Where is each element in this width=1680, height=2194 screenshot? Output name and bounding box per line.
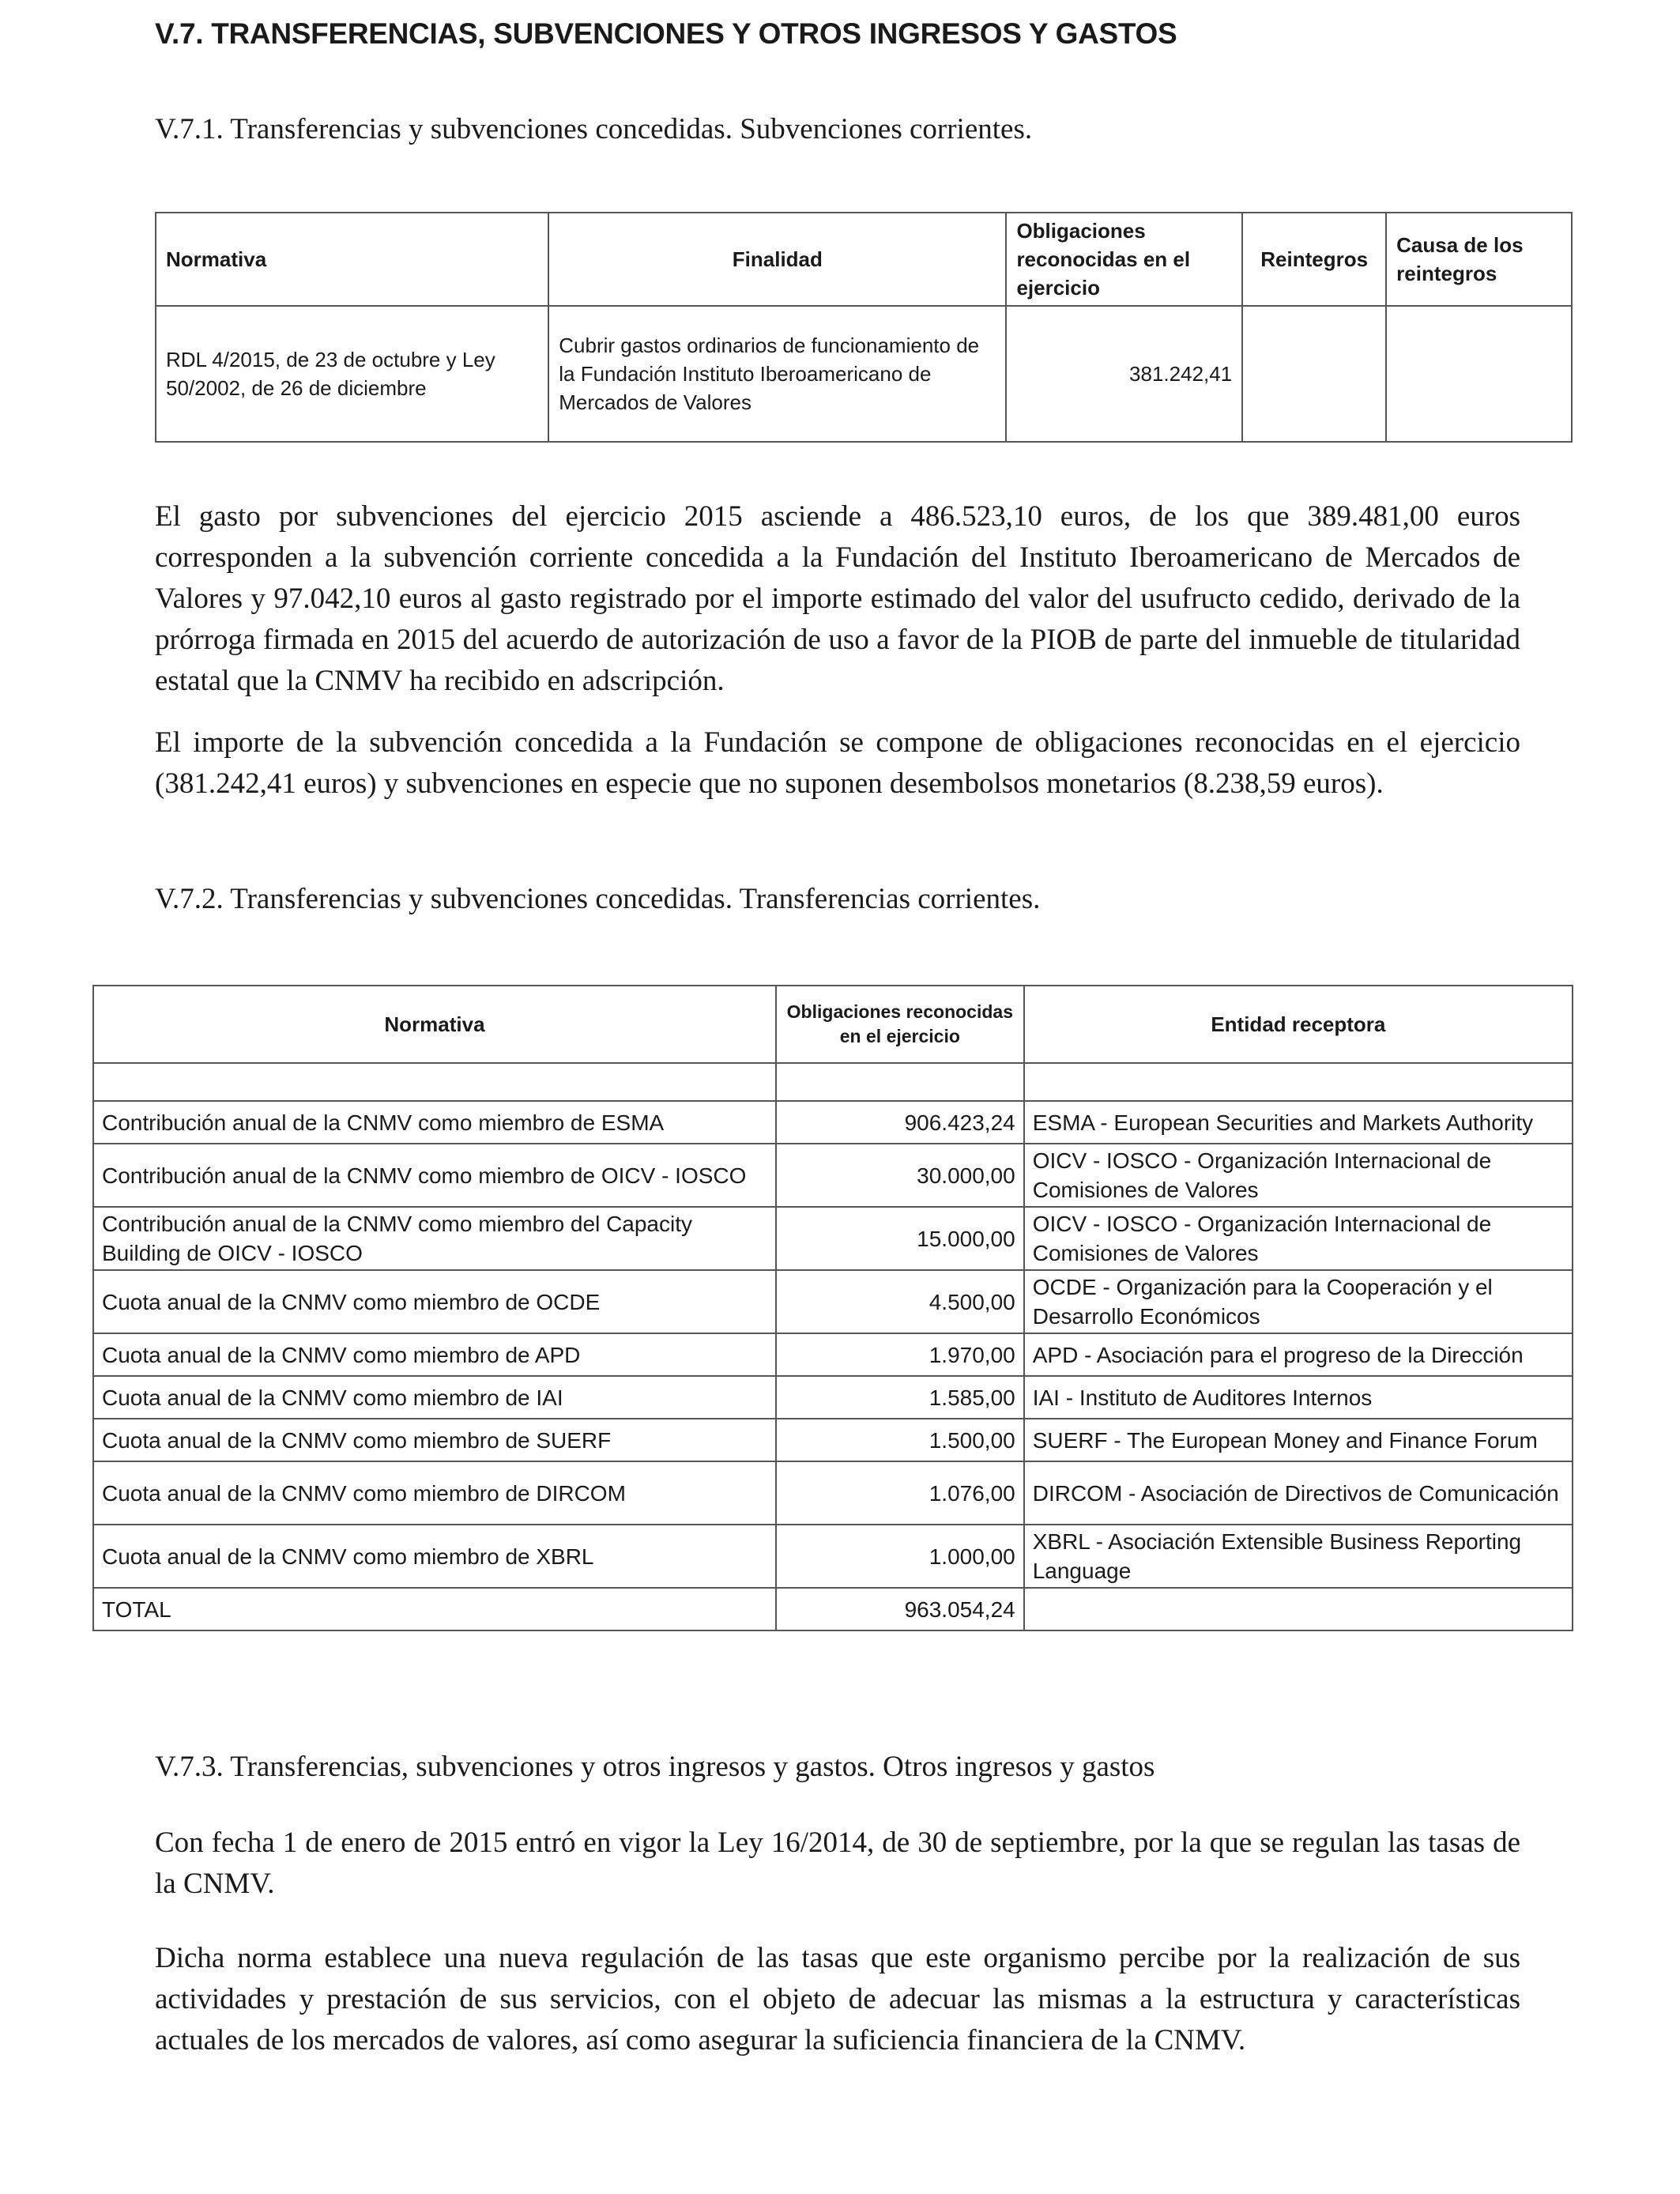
subsection-heading-v73: V.7.3. Transferencias, subvenciones y otros ingresos y gastos. Otros ingresos y gastos [155, 1751, 1155, 1783]
paragraph-importe-subvencion: El importe de la subvención concedida a la Fundación se compone de obligaciones reconocidas en el ejercicio (381.242,41 euros) y subvenciones en especie que no suponen desembolsos monetarios (8.238,59 euros). [155, 726, 1520, 800]
cell-entidad: SUERF - The European Money and Finance Forum [1024, 1419, 1573, 1461]
cell-importe: 15.000,00 [776, 1207, 1024, 1270]
cell-normativa: Cuota anual de la CNMV como miembro de DIRCOM [93, 1461, 776, 1525]
header-causa-reintegros: Causa de los reintegros [1386, 213, 1572, 306]
total-importe: 963.054,24 [776, 1588, 1024, 1630]
cell-importe: 1.585,00 [776, 1376, 1024, 1419]
cell-causa [1386, 306, 1572, 442]
cell-normativa: Contribución anual de la CNMV como miembro del Capacity Building de OICV - IOSCO [93, 1207, 776, 1270]
table-header-row [93, 986, 1573, 1063]
transferencias-corrientes-table [92, 985, 1573, 1631]
subsection-heading-v71: V.7.1. Transferencias y subvenciones concedidas. Subvenciones corrientes. [155, 113, 1033, 145]
total-label: TOTAL [93, 1588, 776, 1630]
table-spacer-row [93, 1063, 1573, 1101]
table-row [93, 1207, 1573, 1270]
cell-normativa: Cuota anual de la CNMV como miembro de XBRL [93, 1525, 776, 1588]
header-reintegros: Reintegros [1242, 213, 1386, 306]
cell-importe: 1.500,00 [776, 1419, 1024, 1461]
cell-normativa: Contribución anual de la CNMV como miembro de OICV - IOSCO [93, 1144, 776, 1207]
cell-entidad: OCDE - Organización para la Cooperación y el Desarrollo Económicos [1024, 1270, 1573, 1333]
table-row [93, 1144, 1573, 1207]
cell-normativa: Cuota anual de la CNMV como miembro de SUERF [93, 1419, 776, 1461]
header-normativa: Normativa [93, 986, 776, 1063]
cell-entidad: ESMA - European Securities and Markets Authority [1024, 1101, 1573, 1144]
cell-normativa: Cuota anual de la CNMV como miembro de OCDE [93, 1270, 776, 1333]
cell-entidad: OICV - IOSCO - Organización Internacional de Comisiones de Valores [1024, 1144, 1573, 1207]
subvenciones-corrientes-table [155, 212, 1573, 443]
cell-finalidad: Cubrir gastos ordinarios de funcionamiento de la Fundación Instituto Iberoamericano de Mercados de Valores [548, 306, 1006, 442]
total-entidad [1024, 1588, 1573, 1630]
cell-normativa: Contribución anual de la CNMV como miembro de ESMA [93, 1101, 776, 1144]
cell-entidad: XBRL - Asociación Extensible Business Reporting Language [1024, 1525, 1573, 1588]
cell-entidad: IAI - Instituto de Auditores Internos [1024, 1376, 1573, 1419]
cell-normativa: RDL 4/2015, de 23 de octubre y Ley 50/2002, de 26 de diciembre [156, 306, 548, 442]
cell-entidad: DIRCOM - Asociación de Directivos de Comunicación [1024, 1461, 1573, 1525]
cell-importe: 4.500,00 [776, 1270, 1024, 1333]
table-row [93, 1101, 1573, 1144]
table-row [93, 1333, 1573, 1376]
table-header-row [156, 213, 1572, 306]
header-normativa: Normativa [156, 213, 548, 306]
cell-importe: 1.076,00 [776, 1461, 1024, 1525]
cell-entidad: OICV - IOSCO - Organización Internacional de Comisiones de Valores [1024, 1207, 1573, 1270]
table-total-row [93, 1588, 1573, 1630]
header-entidad-receptora: Entidad receptora [1024, 986, 1573, 1063]
paragraph-regulacion-tasas: Dicha norma establece una nueva regulación de las tasas que este organismo percibe por la realización de sus actividades y prestación de sus servicios, con el objeto de adecuar las mismas a la estructura y características actuales de los mercados de valores, así como asegurar la suficiencia financiera de la CNMV. [155, 1942, 1520, 2056]
table-row [93, 1461, 1573, 1525]
table-row [93, 1270, 1573, 1333]
header-obligaciones: Obligaciones reconocidas en el ejercicio [1006, 213, 1242, 306]
table-row [156, 306, 1572, 442]
table-body [93, 1101, 1573, 1588]
cell-normativa: Cuota anual de la CNMV como miembro de IAI [93, 1376, 776, 1419]
table-row [93, 1419, 1573, 1461]
header-finalidad: Finalidad [548, 213, 1006, 306]
subsection-heading-v72: V.7.2. Transferencias y subvenciones concedidas. Transferencias corrientes. [155, 883, 1041, 915]
cell-reintegros [1242, 306, 1386, 442]
cell-normativa: Cuota anual de la CNMV como miembro de APD [93, 1333, 776, 1376]
header-obligaciones: Obligaciones reconocidas en el ejercicio [776, 986, 1024, 1063]
cell-importe: 1.000,00 [776, 1525, 1024, 1588]
cell-importe: 1.970,00 [776, 1333, 1024, 1376]
table-row [93, 1376, 1573, 1419]
cell-entidad: APD - Asociación para el progreso de la Dirección [1024, 1333, 1573, 1376]
table-row [93, 1525, 1573, 1588]
cell-obligaciones: 381.242,41 [1006, 306, 1242, 442]
paragraph-ley-tasas: Con fecha 1 de enero de 2015 entró en vigor la Ley 16/2014, de 30 de septiembre, por la que se regulan las tasas de la CNMV. [155, 1826, 1520, 1900]
paragraph-gasto-subvenciones: El gasto por subvenciones del ejercicio 2015 asciende a 486.523,10 euros, de los que 389.481,00 euros corresponden a la subvención corriente concedida a la Fundación del Instituto Iberoamericano de Mercados de Valores y 97.042,10 euros al gasto registrado por el importe estimado del valor del usufructo cedido, derivado de la prórroga firmada en 2015 del acuerdo de autorización de uso a favor de la PIOB de parte del inmueble de titularidad estatal que la CNMV ha recibido en adscripción. [155, 500, 1520, 697]
cell-importe: 906.423,24 [776, 1101, 1024, 1144]
cell-importe: 30.000,00 [776, 1144, 1024, 1207]
section-title: V.7. TRANSFERENCIAS, SUBVENCIONES Y OTROS INGRESOS Y GASTOS [155, 17, 1177, 50]
